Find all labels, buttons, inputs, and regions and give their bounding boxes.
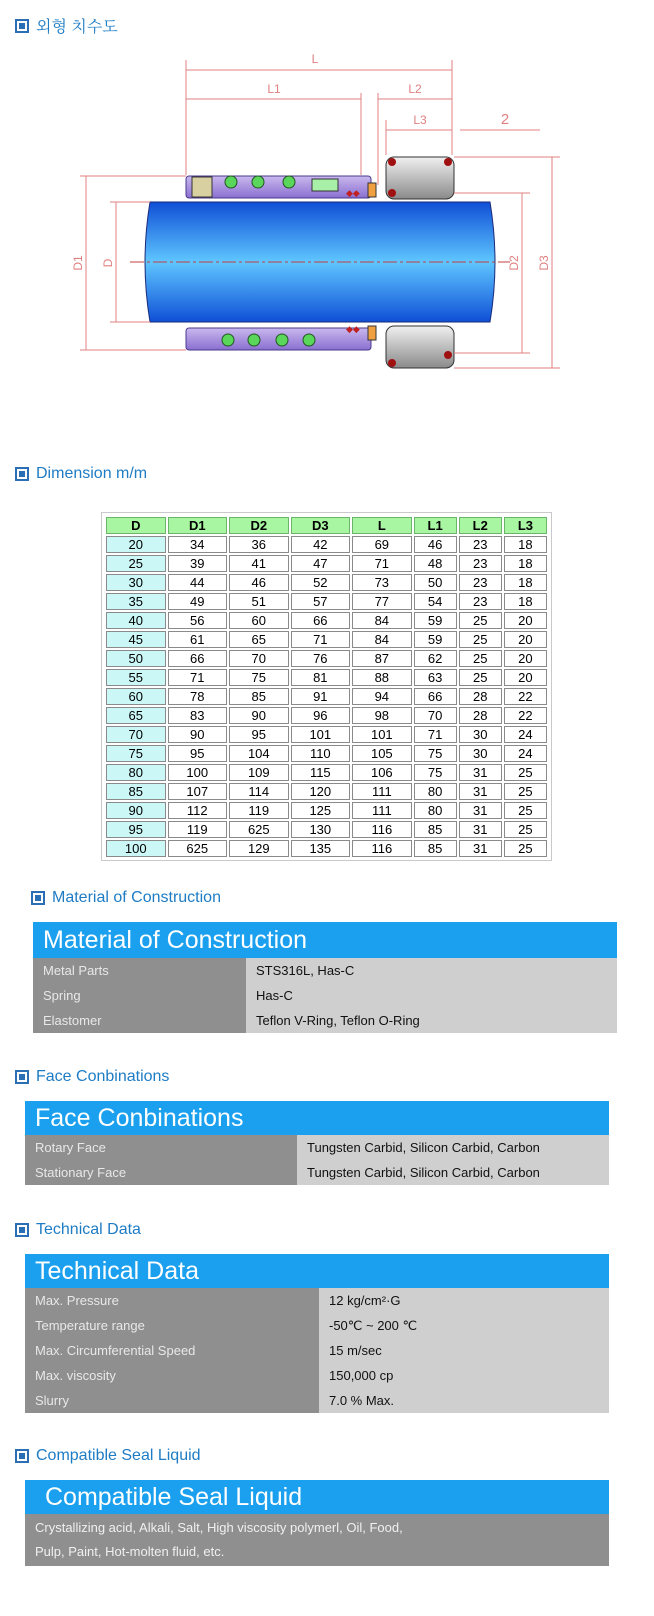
table-cell: 24 (504, 726, 547, 743)
table-cell: 35 (106, 593, 166, 610)
table-cell: 87 (352, 650, 412, 667)
label-D3: D3 (537, 255, 551, 271)
table-cell: 54 (414, 593, 457, 610)
liquid-table-title: Compatible Seal Liquid (25, 1480, 609, 1514)
label-L: L (311, 52, 319, 66)
section-title-text: Face Conbinations (36, 1068, 170, 1085)
table-cell: 30 (106, 574, 166, 591)
table-row (106, 688, 547, 705)
row-label: Rotary Face (25, 1135, 297, 1160)
bottom-orange-ring (368, 326, 376, 340)
label-L1: L1 (267, 82, 281, 96)
column-header: L (352, 517, 412, 534)
section-title-text: Material of Construction (52, 889, 221, 906)
table-cell: 25 (504, 821, 547, 838)
liquid-table (25, 1480, 609, 1566)
spring-coil (252, 176, 264, 188)
table-cell: 61 (168, 631, 228, 648)
table-row (25, 1388, 609, 1413)
table-cell: 96 (291, 707, 351, 724)
row-value: 12 kg/cm²·G (319, 1288, 609, 1313)
table-cell: 25 (106, 555, 166, 572)
table-cell: 22 (504, 688, 547, 705)
section-title-text: Compatible Seal Liquid (36, 1447, 201, 1464)
table-row (106, 669, 547, 686)
table-cell: 39 (168, 555, 228, 572)
table-cell: 91 (291, 688, 351, 705)
table-cell: 114 (229, 783, 289, 800)
spring-coil (248, 334, 260, 346)
square-bullet-icon (31, 891, 45, 905)
table-cell: 31 (459, 783, 502, 800)
table-cell: 25 (459, 669, 502, 686)
table-cell: 25 (504, 783, 547, 800)
table-cell: 85 (414, 840, 457, 857)
table-cell: 78 (168, 688, 228, 705)
table-cell: 69 (352, 536, 412, 553)
row-value: 15 m/sec (319, 1338, 609, 1363)
table-cell: 23 (459, 593, 502, 610)
liquid-list (25, 1514, 609, 1566)
bottom-v-ring: ◆◆ (346, 324, 360, 334)
square-bullet-icon (15, 1070, 29, 1084)
table-cell: 28 (459, 707, 502, 724)
table-row (106, 764, 547, 781)
table-cell: 48 (414, 555, 457, 572)
row-value: 150,000 cp (319, 1363, 609, 1388)
face-table-title: Face Conbinations (25, 1101, 609, 1135)
table-cell: 59 (414, 631, 457, 648)
table-cell: 100 (168, 764, 228, 781)
table-cell: 125 (291, 802, 351, 819)
table-cell: 62 (414, 650, 457, 667)
table-row (106, 612, 547, 629)
table-cell: 111 (352, 783, 412, 800)
table-cell: 55 (106, 669, 166, 686)
table-cell: 56 (168, 612, 228, 629)
table-cell: 52 (291, 574, 351, 591)
table-cell: 18 (504, 593, 547, 610)
table-row (106, 840, 547, 857)
table-cell: 25 (504, 764, 547, 781)
label-L3: L3 (413, 113, 427, 127)
spring-coil (222, 334, 234, 346)
table-cell: 25 (504, 840, 547, 857)
column-header: L2 (459, 517, 502, 534)
table-row (106, 707, 547, 724)
table-cell: 75 (229, 669, 289, 686)
table-cell: 70 (414, 707, 457, 724)
row-label: Metal Parts (33, 958, 246, 983)
column-header: L3 (504, 517, 547, 534)
table-row (25, 1288, 609, 1313)
row-label: Temperature range (25, 1313, 319, 1338)
table-row (25, 1160, 609, 1185)
table-cell: 111 (352, 802, 412, 819)
row-value: -50℃ ~ 200 ℃ (319, 1313, 609, 1338)
top-housing (186, 176, 371, 198)
liquid-line-1: Crystallizing acid, Alkali, Salt, High viscosity polymerl, Oil, Food, (35, 1520, 403, 1535)
table-cell: 85 (106, 783, 166, 800)
row-value: Has-C (246, 983, 617, 1008)
material-table-title: Material of Construction (33, 922, 617, 958)
table-row (106, 726, 547, 743)
table-cell: 625 (229, 821, 289, 838)
table-cell: 45 (106, 631, 166, 648)
table-cell: 84 (352, 631, 412, 648)
section-title-text: Dimension m/m (36, 465, 148, 482)
table-cell: 41 (229, 555, 289, 572)
table-row (106, 821, 547, 838)
table-cell: 95 (106, 821, 166, 838)
table-cell: 20 (504, 650, 547, 667)
table-cell: 23 (459, 555, 502, 572)
table-cell: 105 (352, 745, 412, 762)
row-label: Stationary Face (25, 1160, 297, 1185)
table-cell: 59 (414, 612, 457, 629)
top-orange-ring (368, 183, 376, 197)
section-title-outline (15, 14, 118, 37)
table-cell: 101 (352, 726, 412, 743)
table-cell: 119 (168, 821, 228, 838)
section-title-material (31, 889, 221, 907)
table-cell: 120 (291, 783, 351, 800)
table-cell: 129 (229, 840, 289, 857)
face-table (25, 1101, 609, 1185)
table-cell: 84 (352, 612, 412, 629)
table-cell: 63 (414, 669, 457, 686)
table-cell: 85 (414, 821, 457, 838)
table-cell: 625 (168, 840, 228, 857)
table-row (33, 983, 617, 1008)
section-title-face (15, 1068, 169, 1086)
table-cell: 110 (291, 745, 351, 762)
spring-coil (283, 176, 295, 188)
table-cell: 25 (459, 631, 502, 648)
table-cell: 50 (106, 650, 166, 667)
table-cell: 18 (504, 574, 547, 591)
table-cell: 98 (352, 707, 412, 724)
o-ring-dot (388, 359, 396, 367)
table-cell: 75 (414, 764, 457, 781)
square-bullet-icon (15, 1223, 29, 1237)
row-label: Max. Circumferential Speed (25, 1338, 319, 1363)
dimension-table (104, 515, 549, 859)
table-cell: 49 (168, 593, 228, 610)
o-ring-dot (388, 189, 396, 197)
label-D1: D1 (71, 255, 85, 271)
table-cell: 65 (106, 707, 166, 724)
table-cell: 115 (291, 764, 351, 781)
table-row (106, 574, 547, 591)
table-cell: 30 (459, 726, 502, 743)
table-cell: 70 (106, 726, 166, 743)
table-row (106, 650, 547, 667)
table-cell: 50 (414, 574, 457, 591)
table-row (25, 1313, 609, 1338)
label-D2: D2 (507, 255, 521, 271)
table-cell: 76 (291, 650, 351, 667)
table-cell: 25 (504, 802, 547, 819)
row-value: Teflon V-Ring, Teflon O-Ring (246, 1008, 617, 1033)
table-cell: 66 (168, 650, 228, 667)
table-cell: 95 (229, 726, 289, 743)
section-title-technical (15, 1221, 141, 1239)
table-cell: 80 (414, 802, 457, 819)
table-cell: 106 (352, 764, 412, 781)
table-cell: 80 (414, 783, 457, 800)
table-cell: 94 (352, 688, 412, 705)
table-cell: 80 (106, 764, 166, 781)
table-cell: 88 (352, 669, 412, 686)
table-row (106, 593, 547, 610)
section-title-dimension (15, 465, 147, 483)
table-cell: 31 (459, 821, 502, 838)
table-cell: 75 (106, 745, 166, 762)
bottom-gland (386, 326, 454, 368)
seal-dimension-drawing (60, 45, 600, 385)
table-row (106, 555, 547, 572)
o-ring-dot (444, 158, 452, 166)
table-cell: 18 (504, 555, 547, 572)
dimension-table-container (101, 512, 552, 861)
table-row (106, 745, 547, 762)
table-row (33, 958, 617, 983)
column-header: D2 (229, 517, 289, 534)
row-label: Max. Pressure (25, 1288, 319, 1313)
spring-coil (225, 176, 237, 188)
table-cell: 25 (459, 650, 502, 667)
table-cell: 65 (229, 631, 289, 648)
row-value: Tungsten Carbid, Silicon Carbid, Carbon (297, 1160, 609, 1185)
row-label: Max. viscosity (25, 1363, 319, 1388)
table-cell: 119 (229, 802, 289, 819)
spring-coil (303, 334, 315, 346)
table-cell: 47 (291, 555, 351, 572)
table-row (25, 1338, 609, 1363)
o-ring-dot (444, 351, 452, 359)
table-row (25, 1135, 609, 1160)
table-cell: 20 (504, 631, 547, 648)
table-header-row (106, 517, 547, 534)
table-cell: 44 (168, 574, 228, 591)
table-cell: 107 (168, 783, 228, 800)
table-cell: 95 (168, 745, 228, 762)
table-cell: 20 (504, 669, 547, 686)
row-label: Spring (33, 983, 246, 1008)
column-header: D (106, 517, 166, 534)
table-cell: 25 (459, 612, 502, 629)
table-cell: 101 (291, 726, 351, 743)
section-title-liquid (15, 1447, 201, 1465)
table-cell: 73 (352, 574, 412, 591)
label-D: D (101, 258, 115, 268)
table-cell: 71 (352, 555, 412, 572)
table-cell: 40 (106, 612, 166, 629)
table-cell: 83 (168, 707, 228, 724)
table-cell: 46 (414, 536, 457, 553)
table-row (33, 1008, 617, 1033)
row-value: 7.0 % Max. (319, 1388, 609, 1413)
table-cell: 46 (229, 574, 289, 591)
technical-table (25, 1254, 609, 1413)
row-label: Elastomer (33, 1008, 246, 1033)
table-cell: 90 (229, 707, 289, 724)
table-cell: 23 (459, 536, 502, 553)
liquid-line-2: Pulp, Paint, Hot-molten fluid, etc. (35, 1544, 225, 1559)
table-cell: 23 (459, 574, 502, 591)
table-cell: 104 (229, 745, 289, 762)
column-header: D1 (168, 517, 228, 534)
table-cell: 20 (504, 612, 547, 629)
table-cell: 31 (459, 840, 502, 857)
top-v-ring: ◆◆ (346, 188, 360, 198)
table-cell: 77 (352, 593, 412, 610)
table-cell: 70 (229, 650, 289, 667)
square-bullet-icon (15, 467, 29, 481)
table-cell: 24 (504, 745, 547, 762)
o-ring-dot (388, 158, 396, 166)
top-gland (386, 157, 454, 199)
table-row (106, 631, 547, 648)
table-cell: 31 (459, 764, 502, 781)
table-cell: 116 (352, 821, 412, 838)
section-title-text: Technical Data (36, 1221, 141, 1238)
table-cell: 109 (229, 764, 289, 781)
table-cell: 66 (291, 612, 351, 629)
label-L2: L2 (408, 82, 422, 96)
table-cell: 71 (414, 726, 457, 743)
row-value: STS316L, Has-C (246, 958, 617, 983)
square-bullet-icon (15, 19, 29, 33)
table-cell: 28 (459, 688, 502, 705)
table-cell: 60 (229, 612, 289, 629)
table-cell: 57 (291, 593, 351, 610)
table-cell: 75 (414, 745, 457, 762)
table-row (106, 802, 547, 819)
table-cell: 85 (229, 688, 289, 705)
table-cell: 112 (168, 802, 228, 819)
table-cell: 42 (291, 536, 351, 553)
table-cell: 36 (229, 536, 289, 553)
table-cell: 66 (414, 688, 457, 705)
table-cell: 90 (168, 726, 228, 743)
row-label: Slurry (25, 1388, 319, 1413)
table-cell: 30 (459, 745, 502, 762)
table-cell: 22 (504, 707, 547, 724)
table-cell: 100 (106, 840, 166, 857)
table-cell: 71 (291, 631, 351, 648)
table-cell: 130 (291, 821, 351, 838)
column-header: D3 (291, 517, 351, 534)
table-cell: 116 (352, 840, 412, 857)
table-row (25, 1363, 609, 1388)
section-title-text: 외형 치수도 (36, 19, 118, 36)
material-table (33, 922, 617, 1033)
top-set-screw (312, 179, 338, 191)
column-header: L1 (414, 517, 457, 534)
table-cell: 20 (106, 536, 166, 553)
table-cell: 31 (459, 802, 502, 819)
table-cell: 81 (291, 669, 351, 686)
row-value: Tungsten Carbid, Silicon Carbid, Carbon (297, 1135, 609, 1160)
table-cell: 60 (106, 688, 166, 705)
technical-table-title: Technical Data (25, 1254, 609, 1288)
table-cell: 51 (229, 593, 289, 610)
table-row (106, 783, 547, 800)
top-drive-screw (192, 177, 212, 197)
label-2: 2 (500, 111, 510, 128)
spring-coil (276, 334, 288, 346)
table-cell: 90 (106, 802, 166, 819)
table-row (106, 536, 547, 553)
square-bullet-icon (15, 1449, 29, 1463)
table-cell: 18 (504, 536, 547, 553)
table-cell: 34 (168, 536, 228, 553)
table-cell: 135 (291, 840, 351, 857)
table-cell: 71 (168, 669, 228, 686)
